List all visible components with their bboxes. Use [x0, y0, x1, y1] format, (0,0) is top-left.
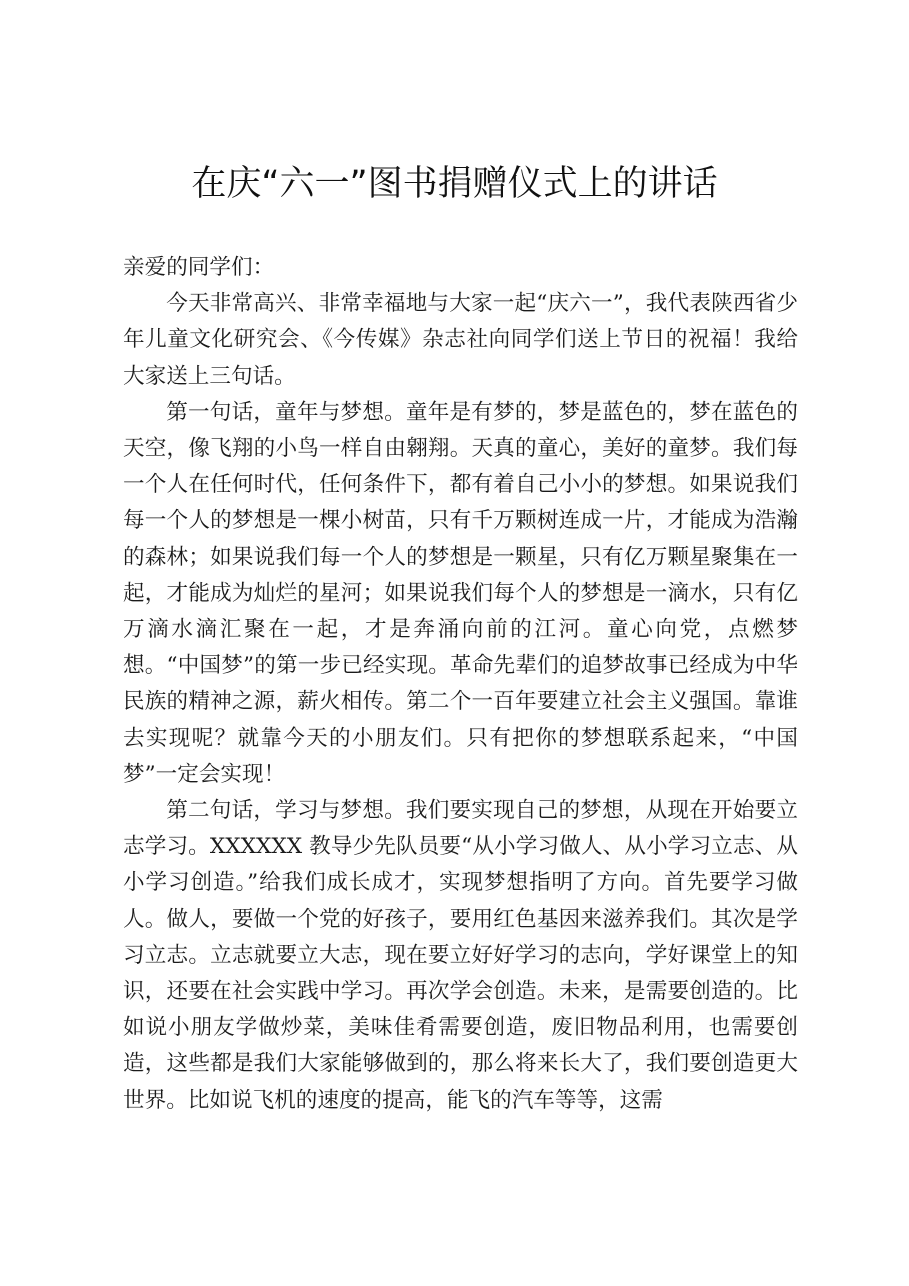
- document-title: 在庆“六一”图书捐赠仪式上的讲话: [191, 164, 718, 204]
- salutation: 亲爱的同学们：: [123, 255, 275, 280]
- paragraph-learning-and-dreams: 第二句话，学习与梦想。我们要实现自己的梦想，从现在开始要立志学习。XXXXXX 教导少先队员要“从小学习做人、从小学习立志、从小学习创造。”给我们成长成才，实现梦想指明了方向。首先要学习做人。做人，要做一个党的好孩子，要用红色基因来滋养我们。其次是学习立志。立志就要立大志，现在要立好好学习的志向，学好课堂上的知识，还要在社会实践中学习。再次学会创造。未来，是需要创造的。比如说小朋友学做炒菜，美味佳肴需要创造，废旧物品利用，也需要创造，这些都是我们大家能够做到的，那么将来长大了，我们要创造更大世界。比如说飞机的速度的提高，能飞的汽车等等，这需: [123, 798, 798, 1113]
- paragraph-opening: 今天非常高兴、非常幸福地与大家一起“庆六一”，我代表陕西省少年儿童文化研究会、《今传媒》杂志社向同学们送上节日的祝福！我给大家送上三句话。: [123, 291, 798, 389]
- paragraph-childhood-and-dreams: 第一句话，童年与梦想。童年是有梦的，梦是蓝色的，梦在蓝色的天空，像飞翔的小鸟一样自由翱翔。天真的童心，美好的童梦。我们每一个人在任何时代，任何条件下，都有着自己小小的梦想。如果说我们每一个人的梦想是一棵小树苗，只有千万颗树连成一片，才能成为浩瀚的森林；如果说我们每一个人的梦想是一颗星，只有亿万颗星聚集在一起，才能成为灿烂的星河；如果说我们每个人的梦想是一滴水，只有亿万滴水滴汇聚在一起，才是奔涌向前的江河。童心向党，点燃梦想。“中国梦”的第一步已经实现。革命先辈们的追梦故事已经成为中华民族的精神之源，薪火相传。第二个一百年要建立社会主义强国。靠谁去实现呢？就靠今天的小朋友们。只有把你的梦想联系起来，“中国梦”一定会实现！: [123, 399, 798, 787]
- document-body: [123, 250, 798, 1119]
